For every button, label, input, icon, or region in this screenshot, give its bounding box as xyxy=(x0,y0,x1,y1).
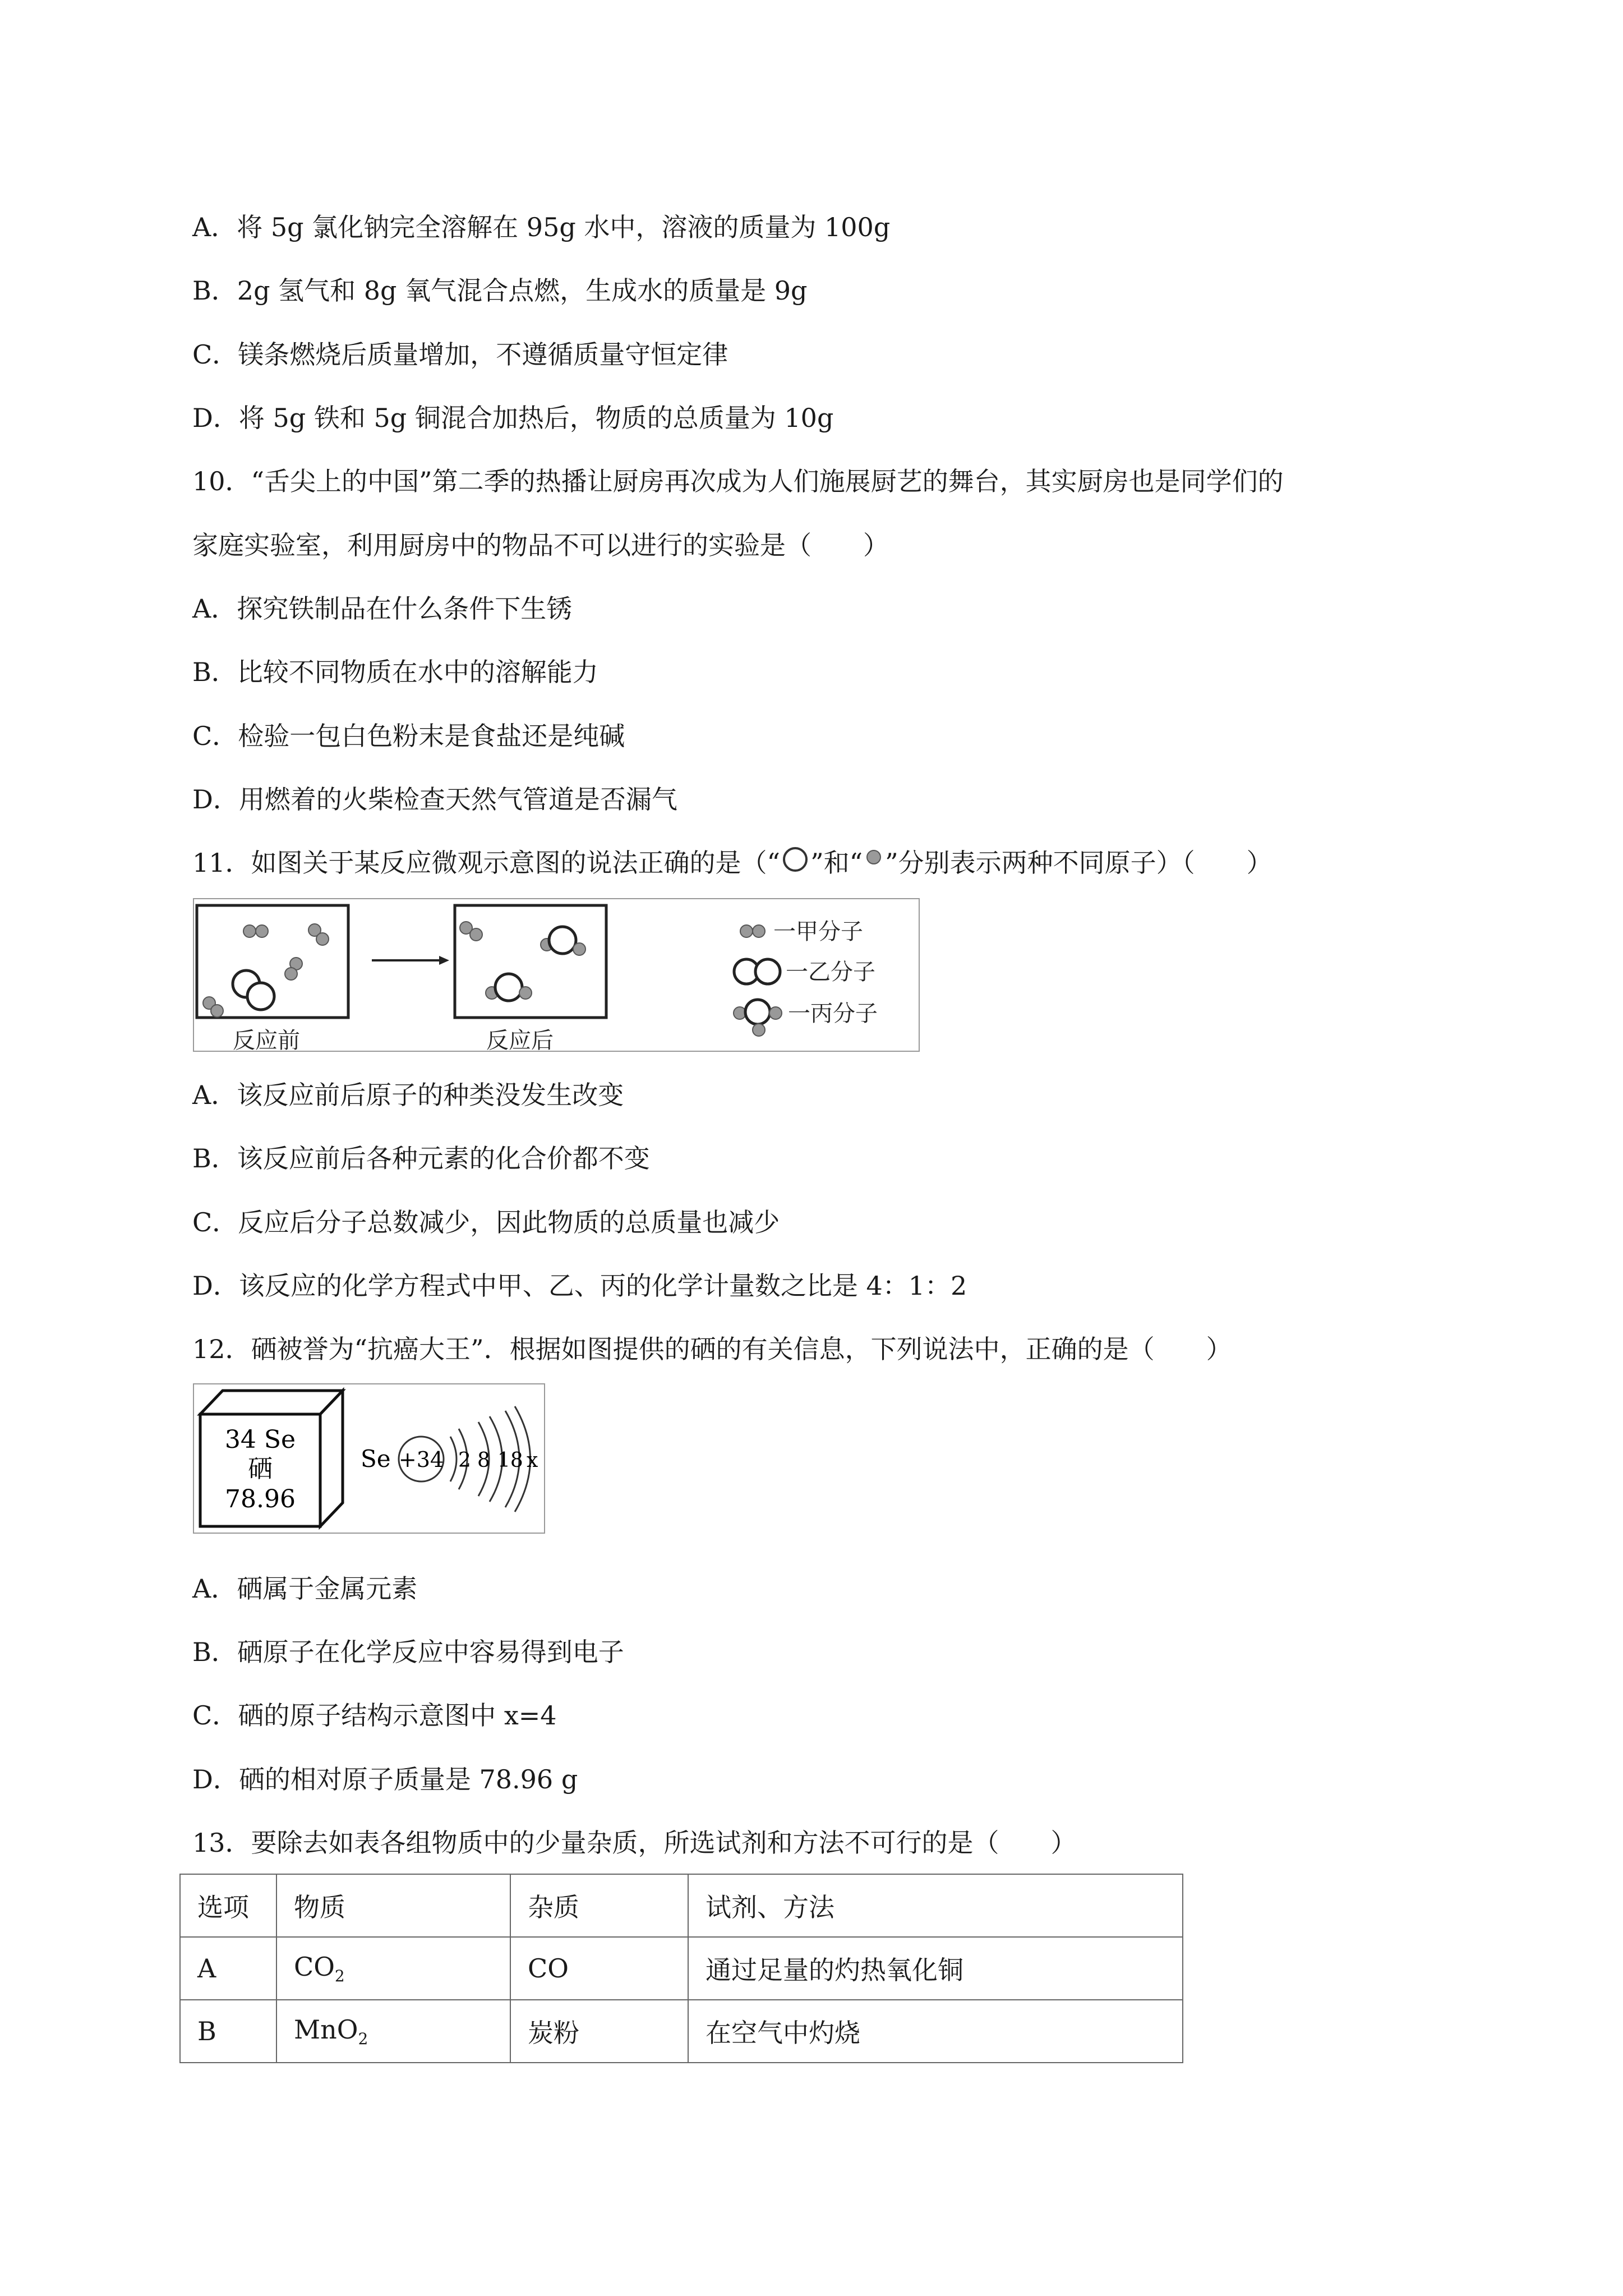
q12-stem: 12．硒被誉为“抗癌大王”．根据如图提供的硒的有关信息，下列说法中，正确的是（ ） xyxy=(192,1334,1232,1364)
before-label: 反应前 xyxy=(233,1028,300,1053)
svg-text:一丙分子: 一丙分子 xyxy=(788,1001,878,1027)
header-impurity: 杂质 xyxy=(510,1874,688,1937)
q10-option-b: B．比较不同物质在水中的溶解能力 xyxy=(192,657,598,687)
row-b-impurity: 炭粉 xyxy=(510,2000,688,2063)
header-option: 选项 xyxy=(180,1874,276,1937)
large-atom-icon xyxy=(780,846,810,884)
table-row xyxy=(180,2000,1183,2063)
q10-option-c: C．检验一包白色粉末是食盐还是纯碱 xyxy=(192,721,625,751)
q11-stem-part-a: 11．如图关于某反应微观示意图的说法正确的是（“ xyxy=(192,848,781,878)
cell-name: 硒 xyxy=(248,1455,273,1483)
after-label: 反应后 xyxy=(486,1028,554,1053)
row-a-impurity: CO xyxy=(510,1937,688,2000)
q9-option-b: B．2g 氢气和 8g 氧气混合点燃，生成水的质量是 9g xyxy=(192,275,808,306)
row-a-method: 通过足量的灼热氧化铜 xyxy=(688,1937,1183,2000)
q11-stem xyxy=(192,846,1272,884)
cell-number-symbol: 34 Se xyxy=(224,1425,296,1454)
q11-option-d: D．该反应的化学方程式中甲、乙、丙的化学计量数之比是 4：1：2 xyxy=(192,1271,967,1301)
shell-4-count: x xyxy=(527,1449,538,1472)
q12-option-a: A．硒属于金属元素 xyxy=(192,1573,418,1604)
after-box xyxy=(455,905,606,1018)
header-substance: 物质 xyxy=(276,1874,510,1937)
row-b-method: 在空气中灼烧 xyxy=(688,2000,1183,2063)
small-atom-icon xyxy=(863,846,885,884)
q12-option-b: B．硒原子在化学反应中容易得到电子 xyxy=(192,1637,624,1667)
svg-text:一甲分子: 一甲分子 xyxy=(773,919,863,945)
table-row xyxy=(180,1937,1183,2000)
shell-3-count: 18 xyxy=(497,1449,523,1472)
nucleus-charge: +34 xyxy=(398,1447,444,1472)
atom-symbol: Se xyxy=(361,1445,391,1473)
element-cell xyxy=(200,1391,343,1526)
row-a-option: A xyxy=(180,1937,276,2000)
row-b-substance: MnO$_2$ xyxy=(276,2000,510,2063)
q10-stem-line1: 10．“舌尖上的中国”第二季的热播让厨房再次成为人们施展厨艺的舞台，其实厨房也是同学们的 xyxy=(192,466,1284,496)
q12-option-d: D．硒的相对原子质量是 78.96 g xyxy=(192,1764,578,1795)
row-a-substance: $CO_2$ xyxy=(276,1937,510,2000)
q11-option-c: C．反应后分子总数减少，因此物质的总质量也减少 xyxy=(192,1207,780,1237)
selenium-info-figure xyxy=(192,1383,546,1534)
row-b-option: B xyxy=(180,2000,276,2063)
q11-option-b: B．该反应前后各种元素的化合价都不变 xyxy=(192,1143,650,1174)
q10-option-d: D．用燃着的火柴检查天然气管道是否漏气 xyxy=(192,784,677,815)
table-header-row xyxy=(180,1874,1183,1937)
q9-option-a: A．将 5g 氯化钠完全溶解在 95g 水中，溶液的质量为 100g xyxy=(192,212,891,242)
q10-stem-line2: 家庭实验室，利用厨房中的物品不可以进行的实验是（ ） xyxy=(192,530,889,560)
q13-table xyxy=(179,1874,1183,2063)
q11-option-a: A．该反应前后原子的种类没发生改变 xyxy=(192,1080,624,1110)
q11-stem-part-b: ”和“ xyxy=(810,848,863,878)
header-method: 试剂、方法 xyxy=(688,1874,1183,1937)
svg-text:一乙分子: 一乙分子 xyxy=(786,959,875,985)
legend-yi xyxy=(734,959,875,985)
reaction-micro-diagram xyxy=(192,898,921,1055)
shell-1-count: 2 xyxy=(458,1449,471,1472)
q10-option-a: A．探究铁制品在什么条件下生锈 xyxy=(192,593,573,624)
q9-option-c: C．镁条燃烧后质量增加，不遵循质量守恒定律 xyxy=(192,339,728,370)
q11-stem-part-c: ”分别表示两种不同原子）（ ） xyxy=(885,848,1272,878)
cell-mass: 78.96 xyxy=(225,1485,296,1513)
q12-option-c: C．硒的原子结构示意图中 x=4 xyxy=(192,1700,557,1731)
q9-option-d: D．将 5g 铁和 5g 铜混合加热后，物质的总质量为 10g xyxy=(192,403,834,433)
shell-2-count: 8 xyxy=(477,1449,490,1472)
q13-stem: 13．要除去如表各组物质中的少量杂质，所选试剂和方法不可行的是（ ） xyxy=(192,1828,1077,1858)
